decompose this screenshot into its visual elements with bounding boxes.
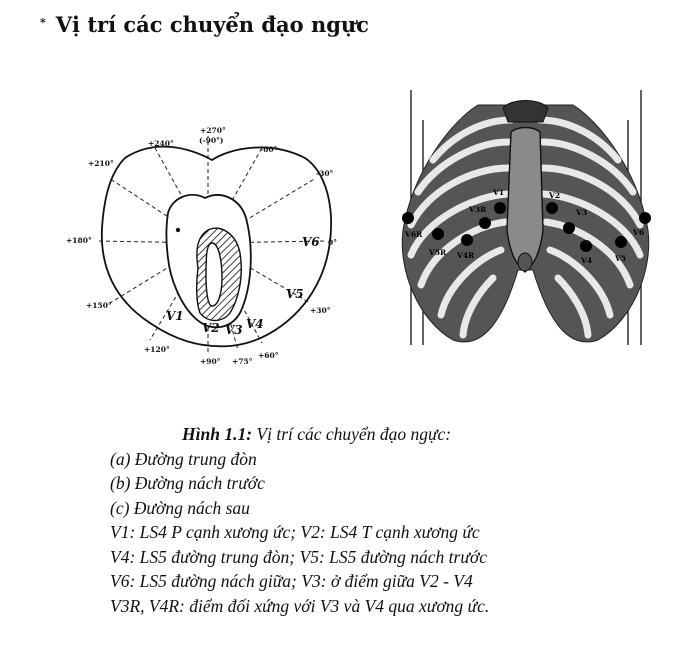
angle-label: (-90°): [199, 136, 224, 145]
electrode-label: V2: [549, 191, 561, 200]
electrode-dot: [639, 212, 651, 224]
rib-cage-electrode-diagram: [393, 80, 658, 355]
angle-label: +150°: [86, 301, 112, 310]
angle-label: +60°: [258, 351, 279, 360]
figure-caption: [110, 422, 670, 618]
caption-title-rest: Vị trí các chuyển đạo ngực:: [252, 424, 452, 444]
caption-line: (c) Đường nách sau: [110, 497, 250, 518]
caption-line: V3R, V4R: điểm đối xứng với V3 và V4 qua xương ức.: [110, 595, 490, 616]
heart-center-dot: [176, 228, 180, 232]
caption-title-bold: Hình 1.1:: [182, 424, 253, 444]
sternum: [507, 128, 543, 273]
electrode-label: V6: [633, 228, 645, 237]
electrode-label: V3R: [469, 205, 487, 214]
lead-label-v2: V2: [202, 321, 220, 335]
angle-label: +180°: [66, 236, 92, 245]
electrode-dot: [461, 234, 473, 246]
lead-label-v3: V3: [225, 323, 243, 337]
electrode-dot: [402, 212, 414, 224]
caption-line: V4: LS5 đường trung đòn; V5: LS5 đường nách trước: [110, 546, 487, 567]
electrode-dot: [432, 228, 444, 240]
caption-title: [110, 422, 670, 447]
chest-leads-cross-section-diagram: [66, 118, 350, 378]
electrode-label: V5: [615, 254, 627, 263]
caption-line: (a) Đường trung đòn: [110, 448, 257, 469]
lead-label-v1: V1: [166, 309, 184, 323]
lead-label-v5: V5: [286, 287, 304, 301]
caption-line: V1: LS4 P cạnh xương ức; V2: LS4 T cạnh xương ức: [110, 522, 480, 542]
angle-label: +210°: [88, 159, 114, 168]
electrode-dot: [479, 217, 491, 229]
angle-label: +240°: [148, 139, 174, 148]
caption-line: V6: LS5 đường nách giữa; V3: ở điểm giữa V2 - V4: [110, 571, 473, 591]
angle-label: +270°: [200, 126, 226, 135]
angle-label: +90°: [200, 357, 221, 366]
electrode-dot: [494, 202, 506, 214]
electrode-label: V6R: [405, 230, 423, 239]
electrode-dot: [563, 222, 575, 234]
lead-label-v4: V4: [246, 317, 264, 331]
angle-label: +75°: [232, 357, 253, 366]
lead-label-v6: V6: [302, 235, 320, 249]
electrode-label: V3: [576, 208, 588, 217]
electrode-label: V4: [581, 256, 593, 265]
angle-label: -30°: [316, 169, 334, 178]
angle-label: +120°: [144, 345, 170, 354]
heading-title: Vị trí các chuyển đạo ngực: [55, 12, 369, 37]
electrode-label: V1: [493, 188, 505, 197]
angle-label: -60°: [260, 145, 278, 154]
angle-label: +30°: [310, 306, 331, 315]
electrode-label: V5R: [429, 248, 447, 257]
electrode-dot: [546, 202, 558, 214]
angle-label: 0°: [328, 238, 337, 247]
electrode-dot: [580, 240, 592, 252]
section-heading: [40, 12, 369, 37]
heading-bullet: *: [40, 16, 46, 29]
electrode-label: V4R: [457, 251, 475, 260]
electrode-dot: [615, 236, 627, 248]
caption-line: (b) Đường nách trước: [110, 473, 265, 493]
